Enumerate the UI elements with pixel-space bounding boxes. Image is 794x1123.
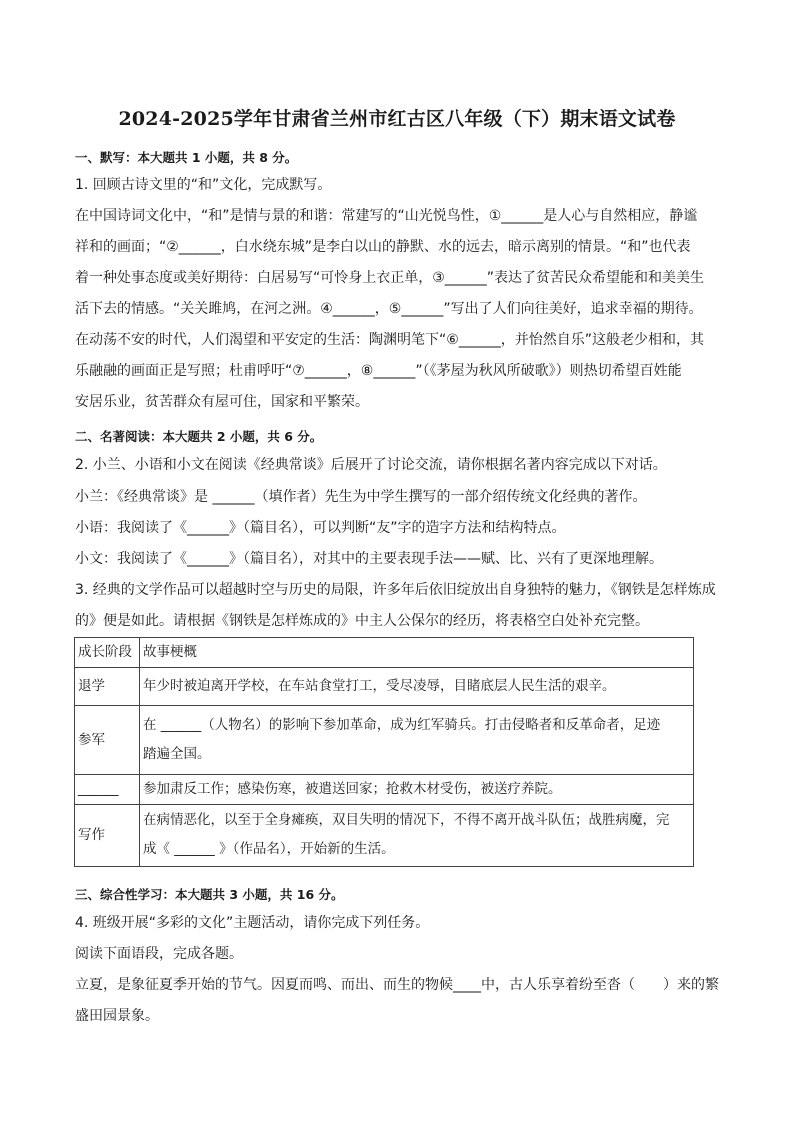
passage-line: 活下去的情感。“关关雎鸠，在河之洲。④______，⑤______”写出了人们向往美好，追求幸福的期待。 bbox=[75, 301, 703, 317]
question-3-intro bbox=[75, 575, 720, 637]
dialogue-xiaoyu: 小语：我阅读了《______》（篇目名），可以判断“友”字的造字方法和结构特点。 bbox=[75, 520, 566, 536]
table-header-story: 故事梗概 bbox=[140, 638, 694, 668]
passage-line: 安居乐业，贫苦群众有屋可住，国家和平繁荣。 bbox=[75, 394, 369, 410]
story-line: 在病情恶化，以至于全身瘫痪，双目失明的情况下，不得不离开战斗队伍；战胜病魔，完 bbox=[143, 812, 670, 828]
passage-line: 在中国诗词文化中，“和”是情与景的和谐：常建写的“山光悦鸟性，①______是人心与自然相应，静谧 bbox=[75, 208, 698, 224]
table-header-stage: 成长阶段 bbox=[75, 638, 140, 668]
story-line: 年少时被迫离开学校，在车站食堂打工，受尽凌辱，目睹底层人民生活的艰辛。 bbox=[143, 678, 616, 694]
stage-cell: 参军 bbox=[75, 706, 140, 775]
passage-line: 祥和的画面；“②______，白水绕东城”是李白以山的静默、水的远去，暗示离别的情景。“和”也代表 bbox=[75, 239, 691, 255]
section-heading-1: 一、默写：本大题共 1 小题，共 8 分。 bbox=[75, 150, 298, 165]
question-1-intro: 1. 回顾古诗文里的“和”文化，完成默写。 bbox=[75, 177, 332, 193]
story-line: 参加肃反工作；感染伤寒，被遣送回家；抢救木材受伤，被送疗养院。 bbox=[143, 781, 562, 797]
page-title: 2024-2025学年甘肃省兰州市红古区八年级（下）期末语文试卷 bbox=[118, 108, 676, 130]
question-4-passage bbox=[75, 970, 720, 1032]
table-row bbox=[75, 775, 694, 805]
dialogue-xiaowen: 小文：我阅读了《______》（篇目名），对其中的主要表现手法——赋、比、兴有了更深地理解。 bbox=[75, 551, 663, 567]
stage-cell: 退学 bbox=[75, 668, 140, 706]
section-heading-3: 三、综合性学习：本大题共 3 小题，共 16 分。 bbox=[75, 887, 344, 902]
passage-line: 盛田园景象。 bbox=[75, 1008, 159, 1024]
question-line: 的》便是如此。请根据《钢铁是怎样炼成的》中主人公保尔的经历，将表格空白处补充完整。 bbox=[75, 613, 649, 629]
table-row bbox=[75, 668, 694, 706]
dialogue-xiaolan: 小兰：《经典常谈》是 ______（填作者）先生为中学生撰写的一部介绍传统文化经典的著作。 bbox=[75, 489, 647, 505]
stage-cell-blank: ______ bbox=[75, 775, 140, 805]
table-header-row bbox=[75, 638, 694, 668]
question-2-intro: 2. 小兰、小语和小文在阅读《经典常谈》后展开了讨论交流，请你根据名著内容完成以下对话。 bbox=[75, 457, 667, 473]
passage-line: 着一种处事态度或美好期待：白居易写“可怜身上衣正单，③______”表达了贫苦民众希望能和和美美生 bbox=[75, 270, 705, 286]
story-line: 在 ______（人物名）的影响下参加革命，成为红军骑兵。打击侵略者和反革命者，足迹 bbox=[143, 717, 661, 733]
story-cell bbox=[140, 805, 694, 867]
story-cell bbox=[140, 668, 694, 706]
table-row bbox=[75, 805, 694, 867]
passage-line: 在动荡不安的时代，人们渴望和平安定的生活：陶渊明笔下“⑥______，并怡然自乐”这般老少相和，其 bbox=[75, 332, 705, 348]
story-cell bbox=[140, 706, 694, 775]
growth-stage-table bbox=[74, 637, 694, 867]
section-heading-2: 二、名著阅读：本大题共 2 小题，共 6 分。 bbox=[75, 429, 323, 444]
table-row bbox=[75, 706, 694, 775]
question-1-passage bbox=[75, 201, 720, 418]
story-line: 成《 ______ 》（作品名），开始新的生活。 bbox=[143, 841, 395, 857]
story-line: 踏遍全国。 bbox=[143, 746, 211, 762]
reading-instruction: 阅读下面语段，完成各题。 bbox=[75, 946, 243, 962]
passage-line: 立夏，是象征夏季开始的节气。因夏而鸣、而出、而生的物候____中，古人乐享着纷至沓（ ）来的繁 bbox=[75, 977, 719, 993]
passage-line: 乐融融的画面正是写照；杜甫呼吁“⑦______，⑧______”（《茅屋为秋风所破歌》）则热切希望百姓能 bbox=[75, 363, 682, 379]
question-line: 3. 经典的文学作品可以超越时空与历史的局限，许多年后依旧绽放出自身独特的魅力，《钢铁是怎样炼成 bbox=[75, 582, 716, 598]
story-cell bbox=[140, 775, 694, 805]
stage-cell: 写作 bbox=[75, 805, 140, 867]
question-4-intro: 4. 班级开展“多彩的文化”主题活动，请你完成下列任务。 bbox=[75, 915, 430, 931]
